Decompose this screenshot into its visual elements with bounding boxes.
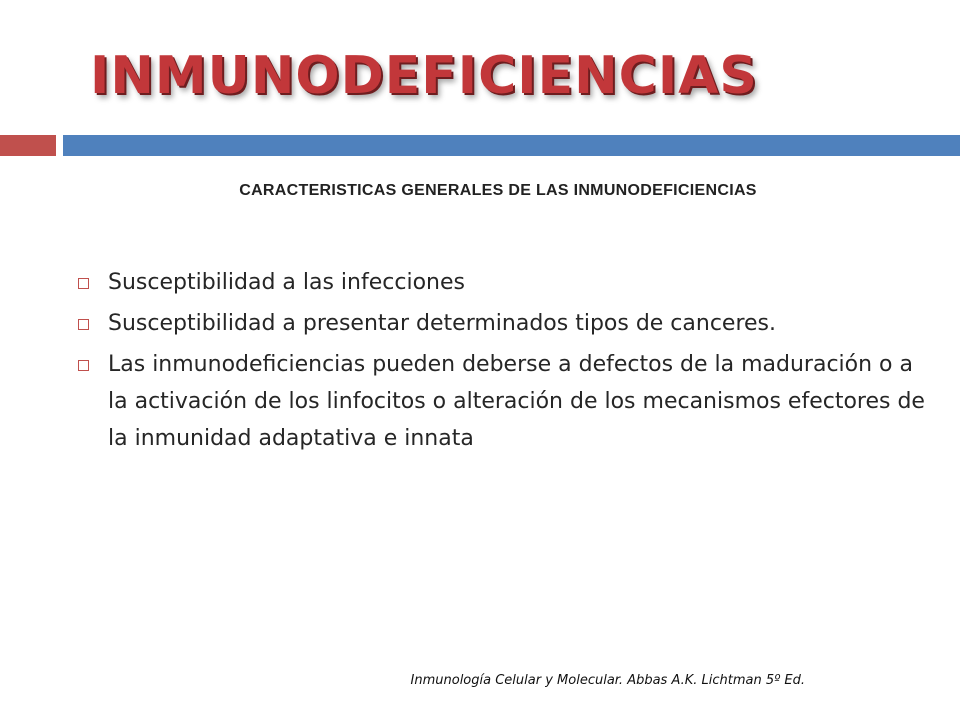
accent-bar-blue <box>63 135 960 156</box>
slide-subtitle: CARACTERISTICAS GENERALES DE LAS INMUNODEFICIENCIAS <box>239 182 757 199</box>
square-bullet-icon <box>78 319 89 330</box>
slide-title: INMUNODEFICIENCIAS <box>90 46 758 106</box>
accent-bar-red <box>0 135 56 156</box>
bullet-text: Susceptibilidad a presentar determinados tipos de canceres. <box>108 311 777 336</box>
citation-footer: Inmunología Celular y Molecular. Abbas A.K. Lichtman 5º Ed. <box>410 673 805 688</box>
bullet-item <box>76 305 926 342</box>
bullet-text: Las inmunodeficiencias pueden deberse a defectos de la maduración o a la activación de los linfocitos o alteración de los mecanismos efectores de la inmunidad adaptativa e innata <box>108 352 925 451</box>
square-bullet-icon <box>78 278 89 289</box>
bullet-text: Susceptibilidad a las infecciones <box>108 270 465 295</box>
bullet-item <box>76 264 926 301</box>
square-bullet-icon <box>78 360 89 371</box>
bullet-list <box>76 264 926 461</box>
bullet-item <box>76 346 926 457</box>
